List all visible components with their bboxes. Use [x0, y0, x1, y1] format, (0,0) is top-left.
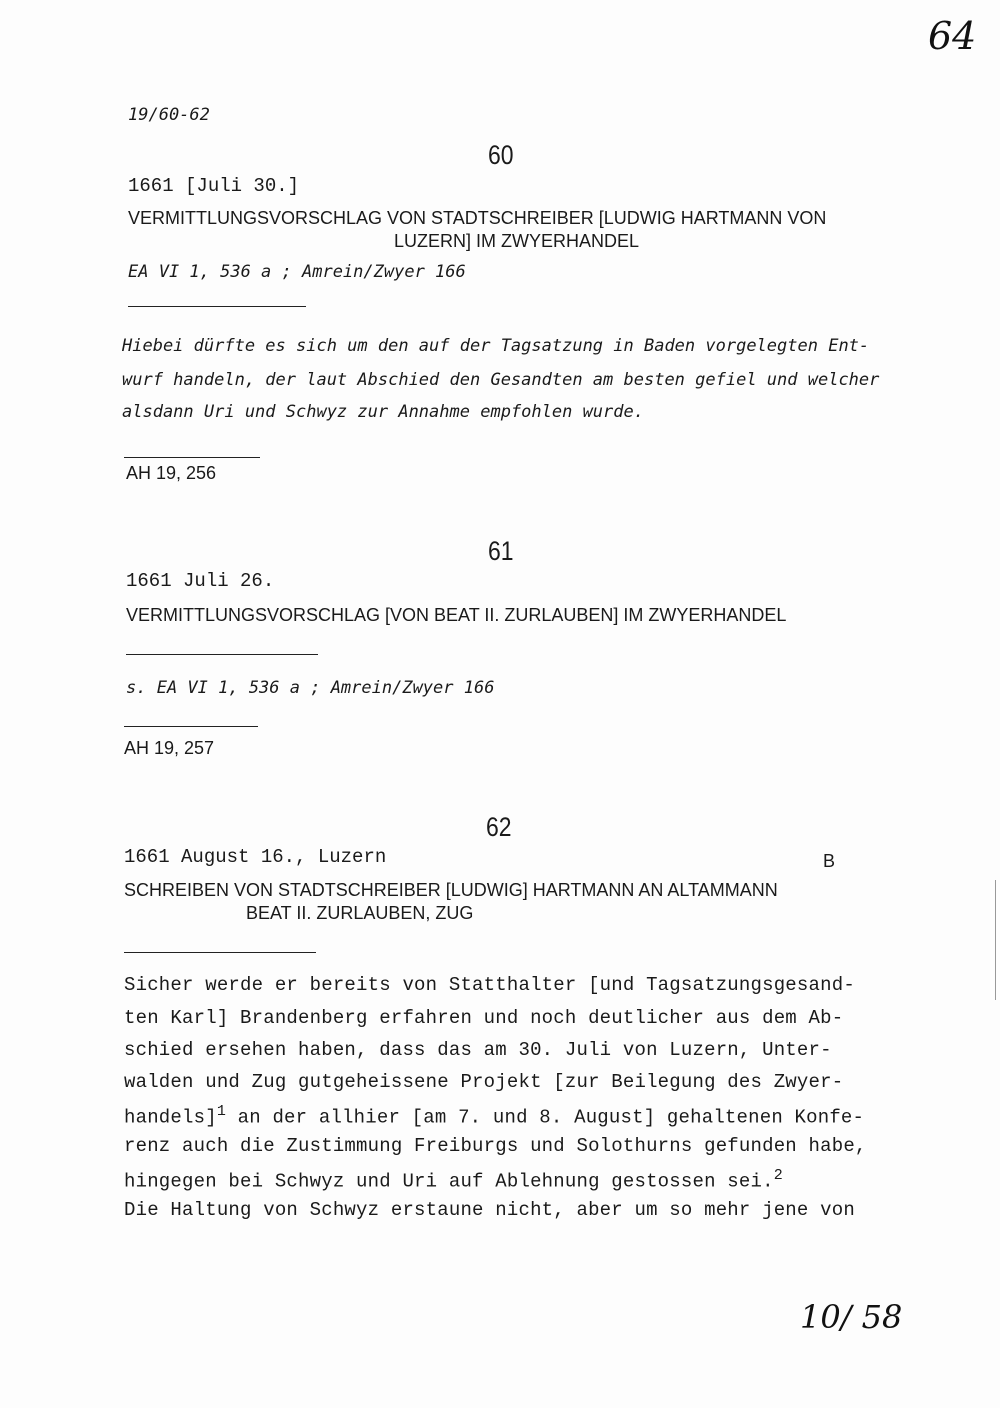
- entry-62-body-line-7-text: hingegen bei Schwyz und Uri auf Ablehnung gestossen sei.: [124, 1170, 774, 1193]
- handwritten-folio-mark: 10/ 58: [800, 1298, 903, 1336]
- entry-62-body-line-7: [124, 1167, 783, 1192]
- entry-61-archive-divider: [124, 726, 258, 727]
- entry-60-note-line-1: Hiebei dürfte es sich um den auf der Tagsatzung in Baden vorgelegten Ent-: [122, 336, 870, 356]
- entry-60-title-line-2: LUZERN] IM ZWYERHANDEL: [394, 231, 640, 251]
- entry-number-62: 62: [486, 812, 512, 842]
- entry-62-body-line-5-rest: an der allhier [am 7. und 8. August] gehaltenen Konfe-: [237, 1106, 865, 1129]
- entry-61-source: s. EA VI 1, 536 a ; Amrein/Zwyer 166: [126, 678, 495, 698]
- entry-62-body-line-6: renz auch die Zustimmung Freiburgs und Solothurns gefunden habe,: [124, 1135, 867, 1157]
- entry-60-note-line-3: alsdann Uri und Schwyz zur Annahme empfohlen wurde.: [122, 402, 644, 422]
- entry-61-divider: [126, 654, 318, 655]
- entry-61-date: 1661 Juli 26.: [126, 570, 275, 592]
- handwritten-page-number: 64: [928, 14, 977, 58]
- entry-60-title-line-1: VERMITTLUNGSVORSCHLAG VON STADTSCHREIBER [LUDWIG HARTMANN VON: [128, 208, 827, 228]
- entry-60-source: EA VI 1, 536 a ; Amrein/Zwyer 166: [128, 262, 466, 282]
- footnote-mark-2: 2: [773, 1167, 783, 1184]
- entry-60-note-line-2: wurf handeln, der laut Abschied den Gesandten am besten gefiel und welcher: [122, 370, 880, 390]
- entry-60-divider: [128, 306, 306, 307]
- entry-62-body-line-2: ten Karl] Brandenberg erfahren und noch deutlicher aus dem Ab-: [124, 1007, 844, 1029]
- entry-61-title: VERMITTLUNGSVORSCHLAG [VON BEAT II. ZURLAUBEN] IM ZWYERHANDEL: [126, 605, 787, 625]
- entry-62-body-line-8: Die Haltung von Schwyz erstaune nicht, aber um so mehr jene von: [124, 1199, 855, 1221]
- footnote-mark-1: 1: [216, 1103, 227, 1120]
- entry-62-body-line-4: walden und Zug gutgeheissene Projekt [zur Beilegung des Zwyer-: [124, 1071, 844, 1093]
- entry-61-archive-ref: AH 19, 257: [124, 738, 215, 758]
- entry-number-60: 60: [488, 140, 514, 170]
- entry-number-61: 61: [488, 536, 514, 566]
- entry-62-title-line-1: SCHREIBEN VON STADTSCHREIBER [LUDWIG] HARTMANN AN ALTAMMANN: [124, 880, 778, 900]
- entry-62-marker: B: [823, 851, 836, 871]
- entry-62-date: 1661 August 16., Luzern: [124, 846, 387, 868]
- entry-60-archive-divider: [124, 457, 260, 458]
- header-reference: 19/60-62: [128, 105, 210, 125]
- entry-62-body-line-5: [124, 1103, 864, 1128]
- entry-60-date: 1661 [Juli 30.]: [128, 175, 300, 197]
- scan-edge-line: [995, 880, 996, 1000]
- entry-62-body-line-5-start: handels]: [124, 1106, 217, 1129]
- entry-62-body-line-1: Sicher werde er bereits von Statthalter [und Tagsatzungsgesand-: [124, 974, 855, 996]
- entry-62-divider: [124, 952, 316, 953]
- entry-62-body-line-3: schied ersehen haben, dass das am 30. Juli von Luzern, Unter-: [124, 1039, 832, 1061]
- entry-60-archive-ref: AH 19, 256: [126, 463, 217, 483]
- entry-62-title-line-2: BEAT II. ZURLAUBEN, ZUG: [246, 903, 474, 923]
